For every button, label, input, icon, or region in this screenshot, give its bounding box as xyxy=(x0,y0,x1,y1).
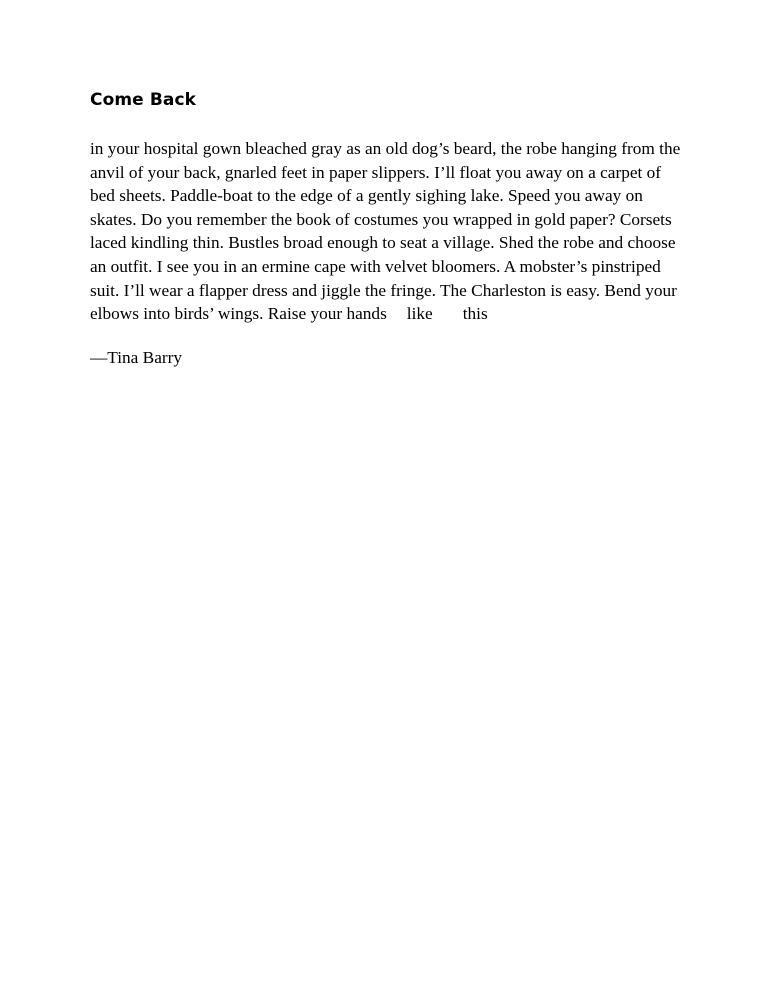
poem-line: skates. Do you remember the book of costumes you wrapped in gold paper? Corsets xyxy=(90,209,672,229)
poem-author: —Tina Barry xyxy=(90,348,183,367)
poem-last-line-part: elbows into birds’ wings. Raise your hands xyxy=(90,304,387,324)
poem-line: laced kindling thin. Bustles broad enough to seat a village. Shed the robe and choose xyxy=(90,233,676,253)
poem-last-line xyxy=(90,302,702,326)
poem-line: an outfit. I see you in an ermine cape with velvet bloomers. A mobster’s pinstriped xyxy=(90,256,661,276)
poem-body xyxy=(90,137,702,326)
poem-last-line-part: this xyxy=(462,304,488,324)
poem-line: bed sheets. Paddle-boat to the edge of a gently sighing lake. Speed you away on xyxy=(90,186,643,206)
poem-title: Come Back xyxy=(90,90,197,110)
poem-last-line-part: like xyxy=(406,304,433,324)
poem-line: anvil of your back, gnarled feet in paper slippers. I’ll float you away on a carpet of xyxy=(90,162,662,182)
poem-line: in your hospital gown bleached gray as an old dog’s beard, the robe hanging from the xyxy=(90,139,681,158)
poem-line: suit. I’ll wear a flapper dress and jiggle the fringe. The Charleston is easy. Bend your xyxy=(90,280,677,300)
